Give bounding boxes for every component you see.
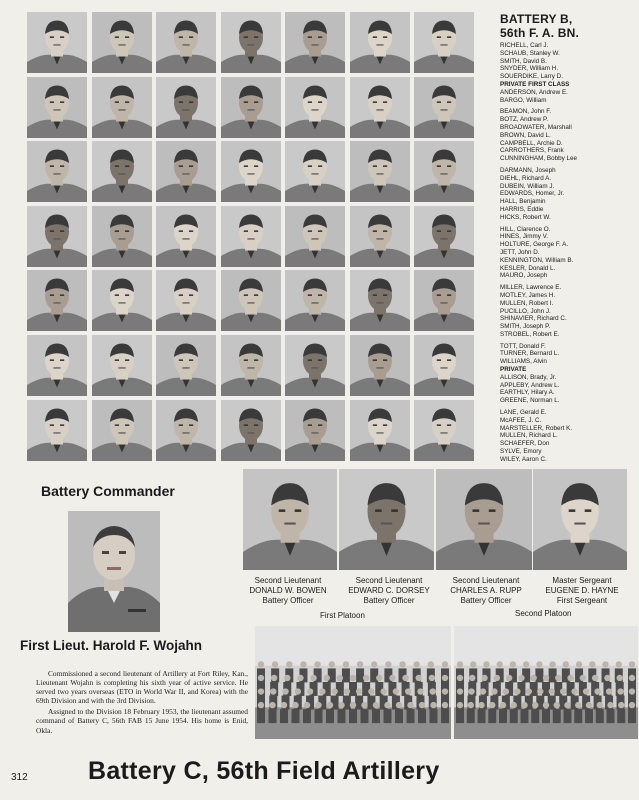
page-number: 312 — [11, 772, 28, 783]
officer-rank: Master Sergeant — [552, 576, 612, 585]
roster-name: ANDERSON, Andrew E. — [500, 88, 568, 96]
roster-list — [500, 42, 636, 468]
roster-name: GREENE, Norman L. — [500, 397, 560, 405]
soldier-portrait — [350, 335, 410, 396]
soldier-portrait — [350, 400, 410, 461]
soldier-portrait — [414, 77, 474, 138]
bio-paragraph: Assigned to the Division 18 February 1953, the lieutenant assumed command of Battery C, 56th FAB 15 June 1954. His home is Enid, Okla. — [36, 707, 248, 735]
officer-caption — [339, 576, 439, 606]
soldier-portrait — [350, 77, 410, 138]
soldier-portrait — [285, 141, 345, 202]
page-title: Battery C, 56th Field Artillery — [88, 757, 440, 785]
officer-name: DONALD W. BOWEN — [249, 586, 327, 595]
roster-name: APPLEBY, Andrew L. — [500, 381, 560, 389]
roster-name: HALL, Benjamin — [500, 198, 546, 206]
roster-name: SMITH, Joseph P. — [500, 323, 551, 331]
second-platoon-group-photo — [454, 626, 638, 739]
officer-rank: Second Lieutenant — [355, 576, 423, 585]
roster-group — [500, 343, 636, 405]
roster-name: MOTLEY, James H. — [500, 291, 556, 299]
roster-name: EARTHLY, Hilary A. — [500, 389, 555, 397]
roster-name: MULLEN, Robert I. — [500, 299, 554, 307]
platoon-caption: Second Platoon — [515, 609, 572, 618]
soldier-portrait — [414, 400, 474, 461]
roster-name: SCHAEFER, Don — [500, 440, 550, 448]
roster-name: ALLISON, Brady, Jr. — [500, 373, 557, 381]
officer-portrait — [243, 469, 337, 570]
soldier-portrait — [285, 206, 345, 267]
soldier-portrait — [27, 206, 87, 267]
roster-name: BROWN, David L. — [500, 131, 551, 139]
soldier-portrait — [221, 335, 281, 396]
roster-name: TURNER, Bernard L. — [500, 350, 560, 358]
roster-name: SNYDER, William H. — [500, 65, 559, 73]
roster-name: LANE, Gerald E. — [500, 409, 547, 417]
officer-role: Battery Officer — [460, 596, 512, 605]
soldier-portrait — [285, 12, 345, 73]
soldier-portrait — [92, 206, 152, 267]
roster-name: McAFEE, J. C. — [500, 416, 542, 424]
roster-name: PUCILLO, John J. — [500, 307, 551, 315]
officer-role: First Sergeant — [556, 596, 608, 605]
soldier-portrait — [350, 141, 410, 202]
battery-b-portrait-grid — [27, 12, 474, 459]
bio-paragraph: Commissioned a second lieutenant of Artillery at Fort Riley, Kan., Lieutenant Wojahn is completing his sixth year of active service. He served two years overseas (ETO in World War II, and Korea) with the 69th Division and with the 3rd Division. — [36, 669, 248, 706]
roster-group — [500, 108, 636, 163]
soldier-portrait — [27, 141, 87, 202]
roster-title — [500, 12, 635, 40]
soldier-portrait — [156, 335, 216, 396]
soldier-portrait — [414, 206, 474, 267]
roster-group — [500, 167, 636, 222]
roster-name: SCHAUB, Stanley W. — [500, 49, 560, 57]
roster-title-line: 56th F. A. BN. — [500, 26, 580, 40]
roster-name: WILEY, Aaron C. — [500, 455, 547, 463]
roster-name: TOTT, Donald F. — [500, 342, 546, 350]
officer-rank: Second Lieutenant — [254, 576, 322, 585]
roster-name: CAMPBELL, Archie D. — [500, 139, 563, 147]
roster-name: HOLTURE, George F. A. — [500, 241, 569, 249]
roster-name: DUBEIN, William J. — [500, 182, 555, 190]
roster-name: SMITH, David B. — [500, 57, 547, 65]
soldier-portrait — [92, 400, 152, 461]
soldier-portrait — [414, 141, 474, 202]
soldier-portrait — [27, 335, 87, 396]
roster-name: MAURO, Joseph — [500, 272, 548, 280]
roster-name: KENNINGTON, William B. — [500, 256, 574, 264]
roster-name: JETT, John D. — [500, 248, 540, 256]
roster-name: MULLEN, Richard L. — [500, 432, 558, 440]
officer-role: Battery Officer — [262, 596, 314, 605]
soldier-portrait — [92, 335, 152, 396]
soldier-portrait — [285, 77, 345, 138]
soldier-portrait — [92, 141, 152, 202]
commander-name: First Lieut. Harold F. Wojahn — [20, 638, 203, 653]
soldier-portrait — [414, 12, 474, 73]
roster-group — [500, 42, 636, 104]
officer-portrait — [436, 469, 532, 570]
officer-portrait — [339, 469, 434, 570]
soldier-portrait — [27, 12, 87, 73]
officer-caption — [436, 576, 536, 606]
soldier-portrait — [27, 77, 87, 138]
roster-name: BEAMON, John F. — [500, 108, 552, 116]
officer-name: CHARLES A. RUPP — [450, 586, 522, 595]
roster-name: HINES, Jimmy V. — [500, 233, 549, 241]
soldier-portrait — [156, 400, 216, 461]
roster-name: RICHELL, Carl J. — [500, 42, 549, 49]
roster-name: WILLIAMS, Alvin — [500, 358, 547, 366]
roster-title-line: BATTERY B, — [500, 12, 573, 26]
roster-name: SYLVE, Emory — [500, 448, 542, 456]
soldier-portrait — [414, 270, 474, 331]
roster-name: MILLER, Lawrence E. — [500, 284, 562, 292]
soldier-portrait — [156, 206, 216, 267]
roster-name: BOTZ, Andrew P. — [500, 116, 549, 124]
roster-name: CUNNINGHAM, Bobby Lee — [500, 155, 577, 163]
officer-role: Battery Officer — [363, 596, 415, 605]
commander-heading: Battery Commander — [41, 483, 175, 499]
officer-name: EDWARD C. DORSEY — [348, 586, 430, 595]
platoon-caption: First Platoon — [320, 611, 365, 620]
roster-name: SHINAVIER, Richard C. — [500, 315, 567, 323]
officer-name: EUGENE D. HAYNE — [545, 586, 619, 595]
soldier-portrait — [285, 270, 345, 331]
roster-name: EDWARDS, Homer, Jr. — [500, 190, 565, 198]
roster-name: DIEHL, Richard A. — [500, 174, 552, 182]
soldier-portrait — [156, 77, 216, 138]
roster-name: DARMANN, Joseph — [500, 166, 556, 174]
soldier-portrait — [285, 335, 345, 396]
roster-name: HILL, Clarence O. — [500, 225, 551, 233]
first-platoon-group-photo — [255, 626, 451, 739]
roster-name: KESLER, Donald L. — [500, 264, 556, 272]
soldier-portrait — [414, 335, 474, 396]
soldier-portrait — [221, 141, 281, 202]
soldier-portrait — [221, 12, 281, 73]
officer-portrait — [533, 469, 627, 570]
roster-group — [500, 226, 636, 281]
commander-bio — [36, 669, 248, 737]
soldier-portrait — [350, 206, 410, 267]
roster-name: BROADWATER, Marshall — [500, 123, 572, 131]
soldier-portrait — [92, 77, 152, 138]
soldier-portrait — [27, 270, 87, 331]
roster-name: SOUERDIKE, Larry D. — [500, 73, 563, 81]
soldier-portrait — [221, 270, 281, 331]
soldier-portrait — [92, 12, 152, 73]
soldier-portrait — [27, 400, 87, 461]
roster-name: HICKS, Robert W. — [500, 213, 551, 221]
soldier-portrait — [92, 270, 152, 331]
commander-portrait — [68, 511, 160, 632]
soldier-portrait — [156, 12, 216, 73]
roster-name: BARGO, William — [500, 96, 547, 104]
roster-group — [500, 284, 636, 339]
officer-rank: Second Lieutenant — [452, 576, 520, 585]
soldier-portrait — [221, 400, 281, 461]
roster-name: CARROTHERS, Frank — [500, 147, 564, 155]
roster-rank-heading: PRIVATE FIRST CLASS — [500, 80, 570, 88]
officer-caption — [238, 576, 338, 606]
roster-name: MARSTELLER, Robert K. — [500, 424, 573, 432]
soldier-portrait — [156, 270, 216, 331]
soldier-portrait — [350, 12, 410, 73]
soldier-portrait — [350, 270, 410, 331]
soldier-portrait — [156, 141, 216, 202]
soldier-portrait — [285, 400, 345, 461]
roster-rank-heading: PRIVATE — [500, 366, 527, 374]
roster-name: STROBEL, Robert E. — [500, 330, 560, 338]
officer-caption — [532, 576, 632, 606]
roster-group — [500, 409, 636, 464]
roster-name: HARRIS, Eddie — [500, 205, 544, 213]
soldier-portrait — [221, 206, 281, 267]
soldier-portrait — [221, 77, 281, 138]
